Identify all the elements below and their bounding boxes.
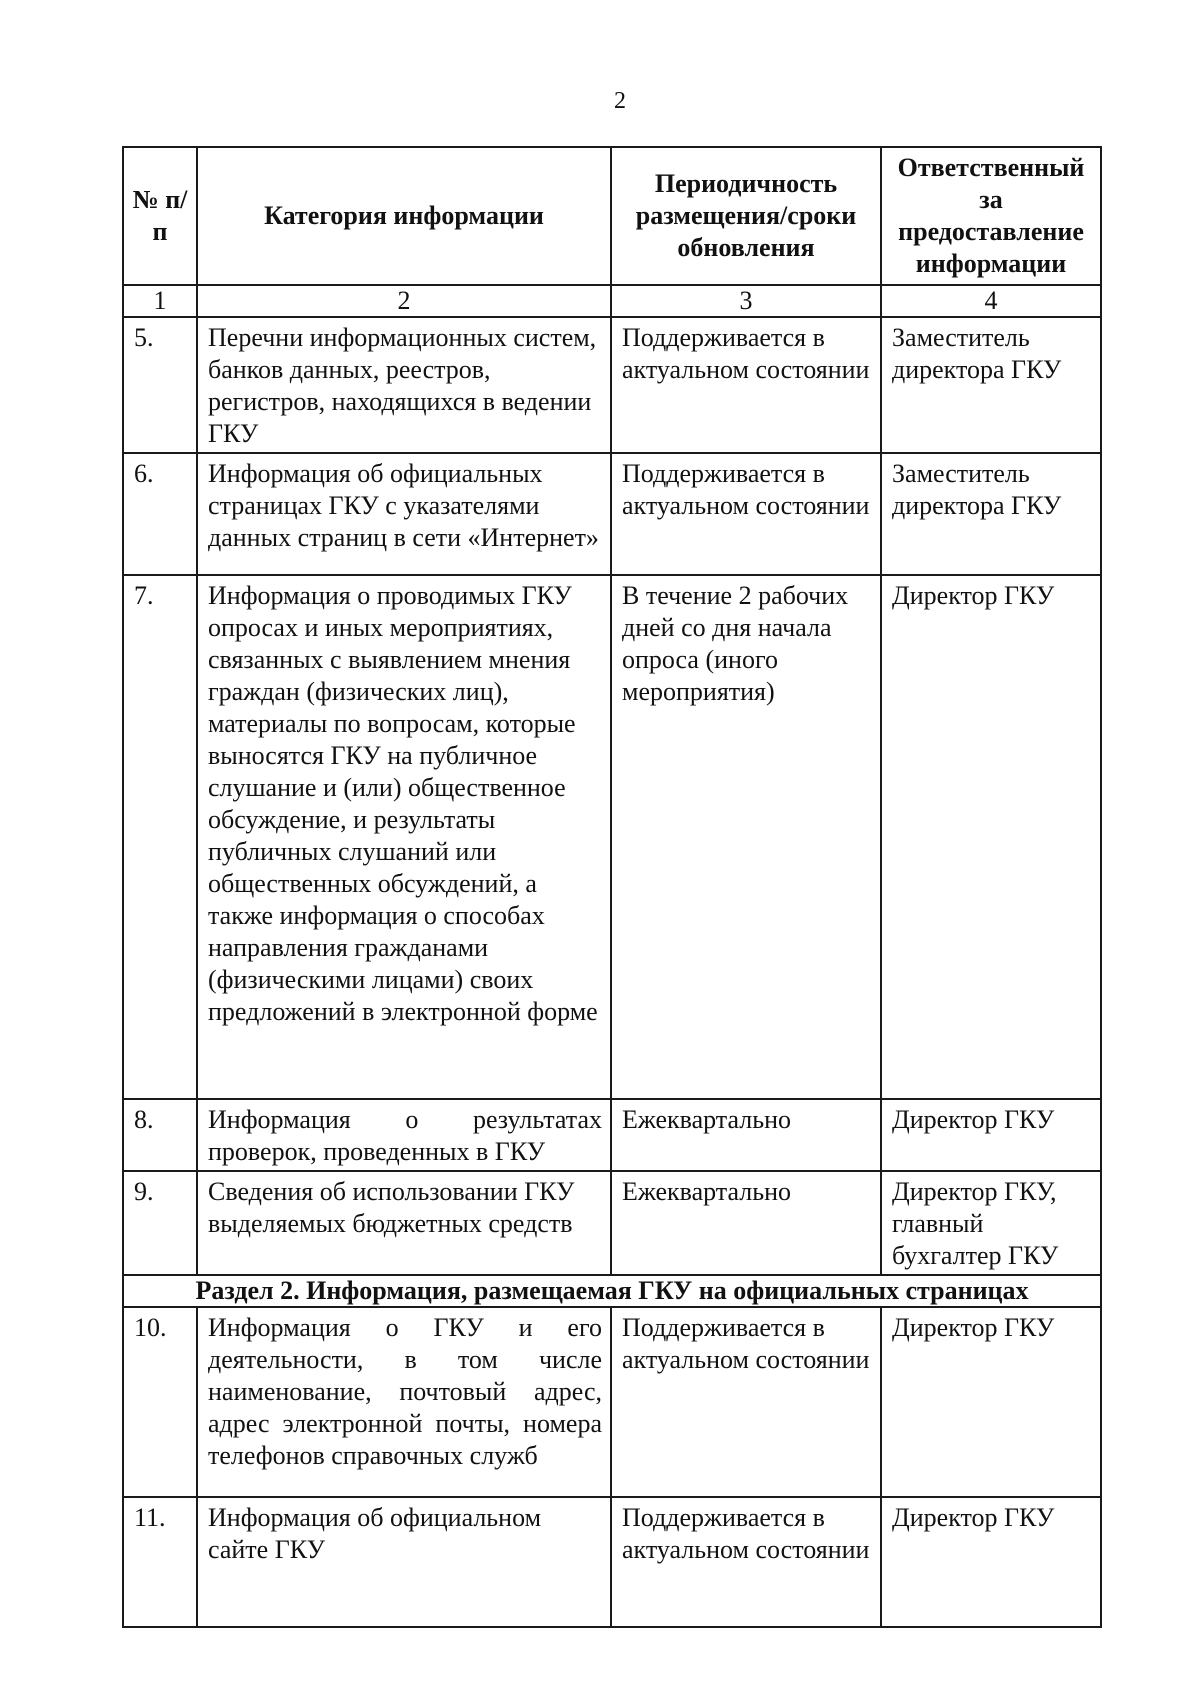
row-category: Информация о проводимых ГКУ опросах и иных мероприятиях, связанных с выявлением мнения граждан (физических лиц), материалы по вопросам, которые выносятся ГКУ на публичное слушание и (или) общественное обсуждение, и результаты публичных слушаний или общественных обсуждений, а также информация о способах направления гражданами (физическими лицами) своих предложений в электронной форме [197,575,611,1099]
row-responsible: Директор ГКУ [881,575,1101,1099]
row-period: Поддерживается в актуальном состоянии [611,453,881,575]
header-row [123,147,1101,285]
row-responsible: Заместитель директора ГКУ [881,317,1101,453]
row-responsible: Директор ГКУ [881,1497,1101,1627]
row-responsible: Заместитель директора ГКУ [881,453,1101,575]
row-period: Поддерживается в актуальном состоянии [611,1497,881,1627]
table-row [123,1307,1101,1497]
row-number: 7. [123,575,197,1099]
column-number: 2 [197,285,611,317]
table-row [123,1171,1101,1275]
column-number: 3 [611,285,881,317]
row-period: Ежеквартально [611,1099,881,1171]
row-category: Информация о ГКУ и его деятельности, в том числе наименование, почтовый адрес, адрес электронной почты, номера телефонов справочных служб [197,1307,611,1497]
row-period: Поддерживается в актуальном состоянии [611,1307,881,1497]
row-category: Перечни информационных систем, банков данных, реестров, регистров, находящихся в ведении ГКУ [197,317,611,453]
row-period: В течение 2 рабочих дней со дня начала опроса (иного мероприятия) [611,575,881,1099]
row-number: 6. [123,453,197,575]
row-category: Информация об официальном сайте ГКУ [197,1497,611,1627]
row-number: 5. [123,317,197,453]
table-row [123,1497,1101,1627]
table-row [123,453,1101,575]
row-responsible: Директор ГКУ [881,1307,1101,1497]
table-row [123,575,1101,1099]
row-number: 11. [123,1497,197,1627]
column-number: 4 [881,285,1101,317]
header-responsible: Ответственный за предоставление информации [881,147,1101,285]
row-responsible: Директор ГКУ [881,1099,1101,1171]
row-category: Сведения об использовании ГКУ выделяемых бюджетных средств [197,1171,611,1275]
header-number: № п/п [123,147,197,285]
row-category: Информация о результатах проверок, проведенных в ГКУ [197,1099,611,1171]
information-table [122,146,1102,1628]
header-category: Категория информации [197,147,611,285]
row-number: 9. [123,1171,197,1275]
table-row [123,317,1101,453]
page-number: 2 [614,88,626,114]
column-number: 1 [123,285,197,317]
section-title: Раздел 2. Информация, размещаемая ГКУ на официальных страницах [123,1275,1101,1307]
table-row [123,1099,1101,1171]
row-period: Поддерживается в актуальном состоянии [611,317,881,453]
row-category: Информация об официальных страницах ГКУ с указателями данных страниц в сети «Интернет» [197,453,611,575]
row-number: 10. [123,1307,197,1497]
row-responsible: Директор ГКУ, главный бухгалтер ГКУ [881,1171,1101,1275]
header-period: Периодичность размещения/сроки обновления [611,147,881,285]
row-number: 8. [123,1099,197,1171]
column-number-row [123,285,1101,317]
section-heading-row [123,1275,1101,1307]
row-period: Ежеквартально [611,1171,881,1275]
